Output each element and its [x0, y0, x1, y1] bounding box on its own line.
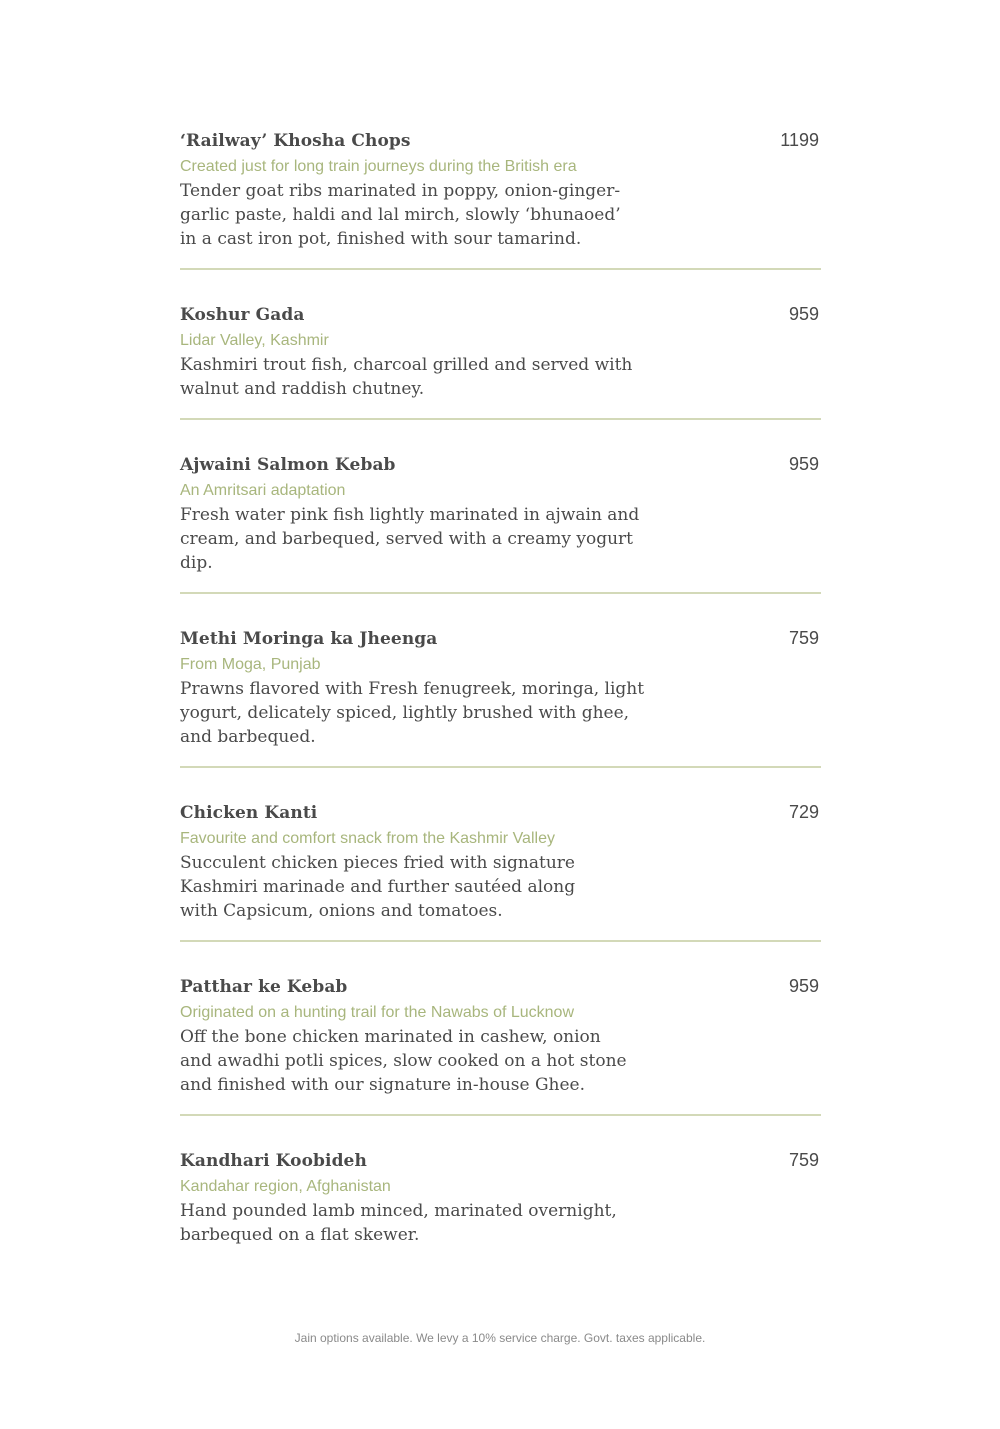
dish-description: [180, 677, 660, 749]
dish-origin: Created just for long train journeys during the British era: [180, 158, 577, 175]
menu-item-header: [180, 624, 821, 653]
description-line: cream, and barbequed, served with a creamy yogurt dip.: [180, 529, 633, 573]
dish-name: ‘Railway’ Khosha Chops: [180, 131, 411, 151]
dish-origin: Kandahar region, Afghanistan: [180, 1178, 391, 1195]
menu-item-header: [180, 972, 821, 1001]
dish-description: [180, 851, 660, 923]
description-line: Kashmiri trout fish, charcoal grilled and served with: [180, 355, 633, 375]
description-line: Succulent chicken pieces fried with signature: [180, 853, 575, 873]
dish-description: [180, 353, 660, 401]
dish-origin: Originated on a hunting trail for the Nawabs of Lucknow: [180, 1004, 575, 1021]
dish-price: 959: [788, 304, 819, 324]
menu-item: [180, 624, 821, 749]
dish-origin: Lidar Valley, Kashmir: [180, 332, 329, 349]
description-line: Hand pounded lamb minced, marinated overnight,: [180, 1201, 617, 1221]
dish-origin: An Amritsari adaptation: [180, 482, 346, 499]
dish-price: 759: [788, 1150, 819, 1170]
divider: [180, 592, 821, 594]
description-line: in a cast iron pot, finished with sour tamarind.: [180, 229, 582, 249]
dish-price: 729: [788, 802, 819, 822]
dish-price: 959: [788, 976, 819, 996]
dish-price: 759: [788, 628, 819, 648]
description-line: Off the bone chicken marinated in cashew, onion: [180, 1027, 601, 1047]
menu-item-header: [180, 126, 821, 155]
menu-list: [180, 126, 821, 1247]
dish-price: 1199: [780, 130, 819, 150]
dish-origin: Favourite and comfort snack from the Kashmir Valley: [180, 830, 555, 847]
menu-item-header: [180, 450, 821, 479]
divider: [180, 418, 821, 420]
description-line: yogurt, delicately spiced, lightly brushed with ghee,: [180, 703, 630, 723]
menu-item-header: [180, 300, 821, 329]
dish-origin: From Moga, Punjab: [180, 656, 321, 673]
description-line: garlic paste, haldi and lal mirch, slowly ‘bhunaoed’: [180, 205, 621, 225]
menu-item: [180, 300, 821, 401]
description-line: Kashmiri marinade and further sautéed along: [180, 877, 576, 897]
dish-description: [180, 1199, 660, 1247]
dish-name: Ajwaini Salmon Kebab: [180, 455, 396, 475]
dish-description: [180, 1025, 660, 1097]
menu-item: [180, 798, 821, 923]
menu-item: [180, 1146, 821, 1247]
menu-item: [180, 126, 821, 251]
description-line: with Capsicum, onions and tomatoes.: [180, 901, 503, 921]
menu-item: [180, 450, 821, 575]
divider: [180, 766, 821, 768]
dish-name: Patthar ke Kebab: [180, 977, 348, 997]
menu-item: [180, 972, 821, 1097]
description-line: and barbequed.: [180, 727, 316, 747]
dish-name: Methi Moringa ka Jheenga: [180, 629, 438, 649]
description-line: and awadhi potli spices, slow cooked on a hot stone: [180, 1051, 627, 1071]
dish-description: [180, 503, 660, 575]
menu-item-header: [180, 1146, 821, 1175]
menu-item-header: [180, 798, 821, 827]
footer-note: Jain options available. We levy a 10% service charge. Govt. taxes applicable.: [294, 1331, 706, 1345]
description-line: Tender goat ribs marinated in poppy, onion-ginger-: [180, 181, 621, 201]
description-line: walnut and raddish chutney.: [180, 379, 425, 399]
divider: [180, 1114, 821, 1116]
divider: [180, 940, 821, 942]
dish-name: Koshur Gada: [180, 305, 305, 325]
description-line: Fresh water pink fish lightly marinated in ajwain and: [180, 505, 640, 525]
dish-price: 959: [788, 454, 819, 474]
description-line: and finished with our signature in-house Ghee.: [180, 1075, 586, 1095]
description-line: Prawns flavored with Fresh fenugreek, moringa, light: [180, 679, 645, 699]
dish-description: [180, 179, 660, 251]
dish-name: Chicken Kanti: [180, 803, 318, 823]
dish-name: Kandhari Koobideh: [180, 1151, 367, 1171]
description-line: barbequed on a flat skewer.: [180, 1225, 420, 1245]
divider: [180, 268, 821, 270]
